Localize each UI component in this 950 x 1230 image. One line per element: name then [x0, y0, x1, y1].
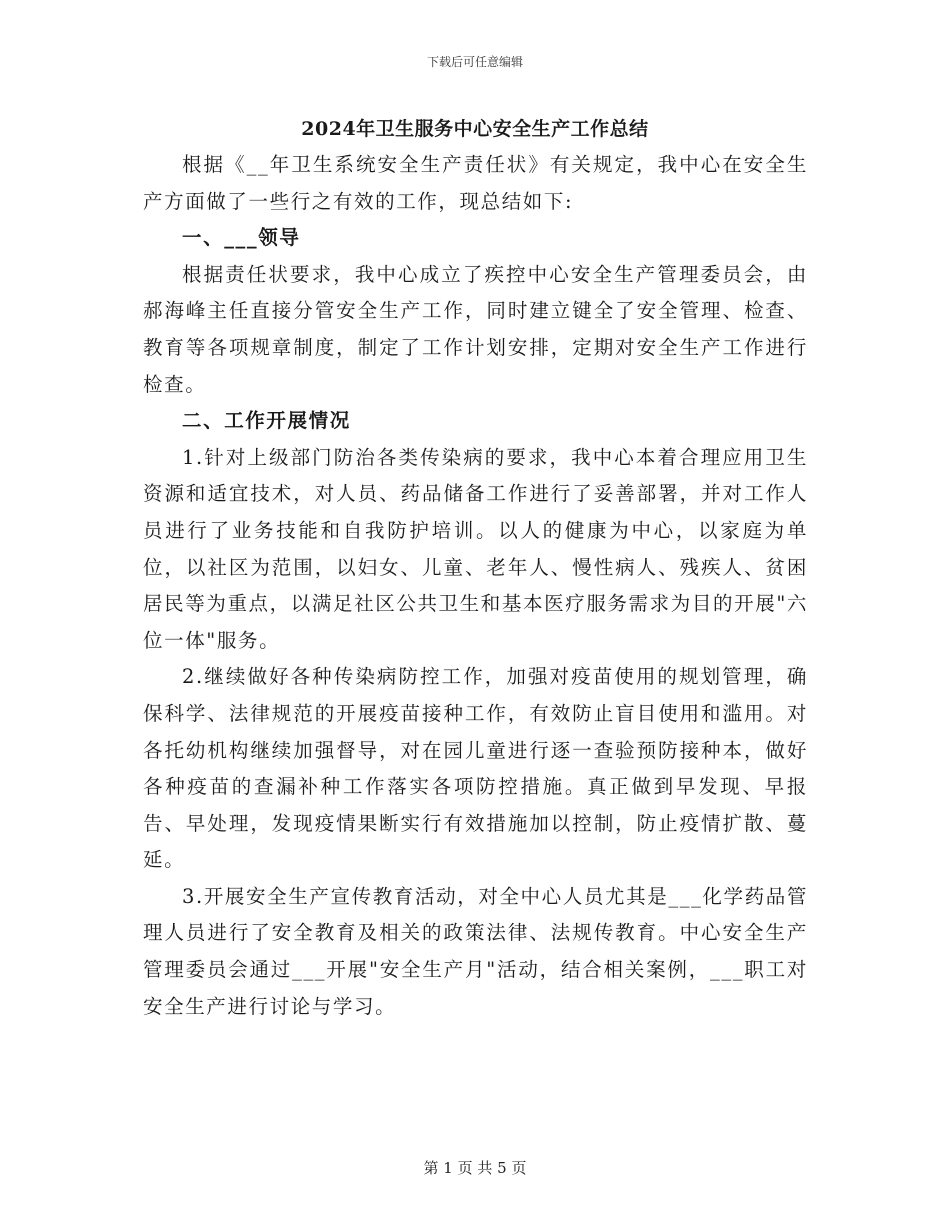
- work-item-2-paragraph: 2.继续做好各种传染病防控工作，加强对疫苗使用的规划管理，确保科学、法律规范的开展疫苗接种工作，有效防止盲目使用和滥用。对各托幼机构继续加强督导，对在园儿童进行逐一查验预防接种本，做好各种疫苗的查漏补种工作落实各项防控措施。真正做到早发现、早报告、早处理，发现疫情果断实行有效措施加以控制，防止疫情扩散、蔓延。: [143, 665, 808, 872]
- header-note: 下载后可任意编辑: [426, 55, 523, 69]
- intro-paragraph: 根据《__年卫生系统安全生产责任状》有关规定，我中心在安全生产方面做了一些行之有效的工作，现总结如下:: [143, 153, 808, 213]
- document-title: 2024年卫生服务中心安全生产工作总结: [301, 118, 649, 140]
- work-item-3-paragraph: 3.开展安全生产宣传教育活动，对全中心人员尤其是___化学药品管理人员进行了安全教育及相关的政策法律、法规传教育。中心安全生产管理委员会通过___开展"安全生产月"活动，结合相关案例，___职工对安全生产进行讨论与学习。: [143, 884, 808, 1018]
- page-number: 第 1 页 共 5 页: [423, 1159, 527, 1177]
- work-item-1-paragraph: 1.针对上级部门防治各类传染病的要求，我中心本着合理应用卫生资源和适宜技术，对人员、药品储备工作进行了妥善部署，并对工作人员进行了业务技能和自我防护培训。以人的健康为中心，以家庭为单位，以社区为范围，以妇女、儿童、老年人、慢性病人、残疾人、贫困居民等为重点，以满足社区公共卫生和基本医疗服务需求为目的开展"六位一体"服务。: [143, 445, 808, 652]
- leadership-paragraph: 根据责任状要求，我中心成立了疾控中心安全生产管理委员会，由郝海峰主任直接分管安全生产工作，同时建立键全了安全管理、检查、教育等各项规章制度，制定了工作计划安排，定期对安全生产工作进行检查。: [143, 262, 808, 396]
- section-heading-work-progress: 二、工作开展情况: [182, 409, 351, 433]
- document-body: [143, 147, 808, 1025]
- section-heading-leadership: 一、___领导: [182, 226, 301, 250]
